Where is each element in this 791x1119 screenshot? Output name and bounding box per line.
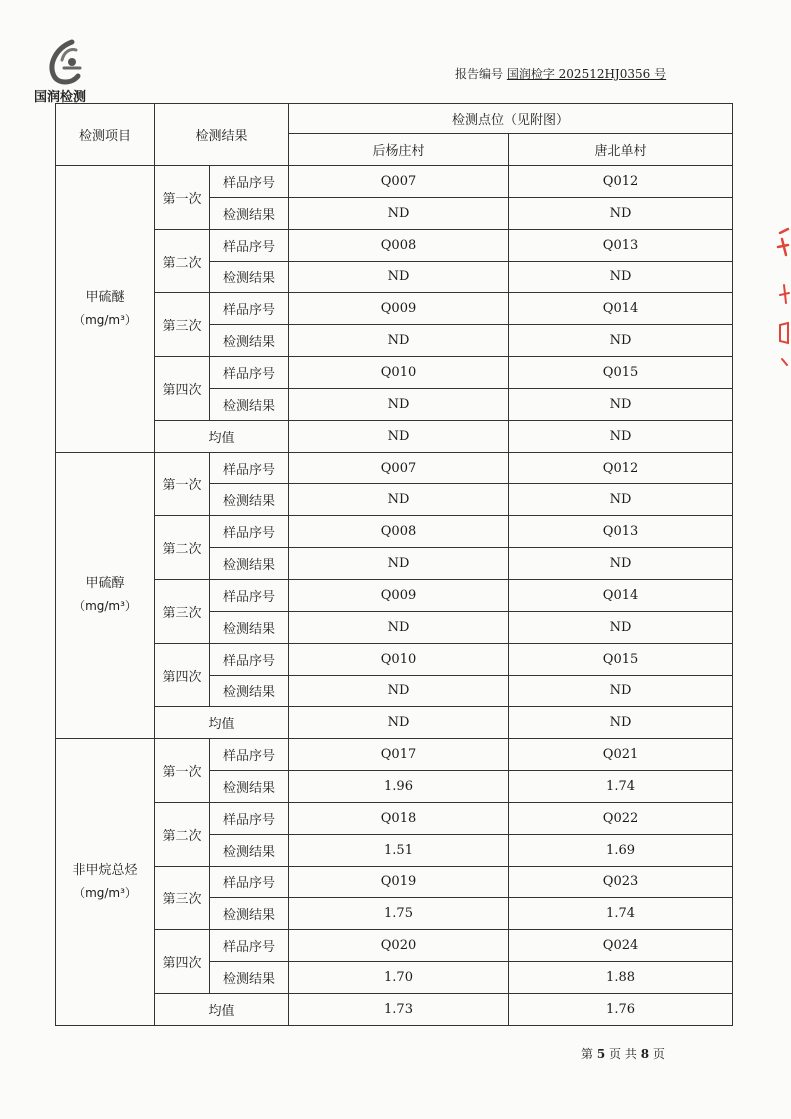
sample-id-cell: Q015 bbox=[509, 643, 733, 675]
header-site: 唐北单村 bbox=[509, 134, 733, 166]
sample-id-cell: Q017 bbox=[289, 739, 509, 771]
sample-id-cell: Q020 bbox=[289, 930, 509, 962]
mean-label: 均值 bbox=[155, 993, 289, 1025]
table-row bbox=[56, 930, 733, 962]
table-row bbox=[56, 357, 733, 389]
item-cell bbox=[56, 452, 155, 739]
sample-label: 样品序号 bbox=[210, 229, 289, 261]
result-value-cell: ND bbox=[509, 325, 733, 357]
result-value-cell: ND bbox=[509, 261, 733, 293]
sample-id-cell: Q012 bbox=[509, 166, 733, 198]
result-label: 检测结果 bbox=[210, 962, 289, 994]
result-label: 检测结果 bbox=[210, 771, 289, 803]
result-value-cell: ND bbox=[509, 388, 733, 420]
sample-id-cell: Q012 bbox=[509, 452, 733, 484]
item-unit: （mg/m³） bbox=[73, 885, 137, 900]
result-value-cell: ND bbox=[289, 261, 509, 293]
table-row bbox=[56, 452, 733, 484]
footer-total-pages: 8 bbox=[640, 1047, 650, 1061]
sample-label: 样品序号 bbox=[210, 579, 289, 611]
item-unit: （mg/m³） bbox=[73, 599, 137, 614]
sample-id-cell: Q014 bbox=[509, 579, 733, 611]
table-row bbox=[56, 293, 733, 325]
sample-id-cell: Q013 bbox=[509, 229, 733, 261]
sample-label: 样品序号 bbox=[210, 452, 289, 484]
item-name: 甲硫醚 bbox=[85, 289, 125, 305]
sample-id-cell: Q019 bbox=[289, 866, 509, 898]
table-row bbox=[56, 229, 733, 261]
sample-label: 样品序号 bbox=[210, 516, 289, 548]
item-unit: （mg/m³） bbox=[73, 312, 137, 327]
result-value-cell: ND bbox=[289, 675, 509, 707]
footer-suffix: 页 bbox=[652, 1047, 665, 1061]
result-value-cell: ND bbox=[289, 611, 509, 643]
result-value-cell: ND bbox=[289, 197, 509, 229]
sample-id-cell: Q010 bbox=[289, 357, 509, 389]
result-value-cell: 1.88 bbox=[509, 962, 733, 994]
sample-id-cell: Q024 bbox=[509, 930, 733, 962]
sample-label: 样品序号 bbox=[210, 739, 289, 771]
mean-value-cell: 1.73 bbox=[289, 993, 509, 1025]
sample-id-cell: Q013 bbox=[509, 516, 733, 548]
company-name: 国润检测 bbox=[34, 90, 87, 105]
result-value-cell: ND bbox=[289, 548, 509, 580]
results-table-body bbox=[56, 104, 733, 1026]
seal-stamp-fragment bbox=[774, 225, 791, 385]
sample-id-cell: Q023 bbox=[509, 866, 733, 898]
result-value-cell: ND bbox=[509, 484, 733, 516]
table-row-mean bbox=[56, 420, 733, 452]
result-value-cell: ND bbox=[509, 197, 733, 229]
result-label: 检测结果 bbox=[210, 325, 289, 357]
result-label: 检测结果 bbox=[210, 484, 289, 516]
round-label: 第一次 bbox=[155, 452, 210, 516]
table-row-mean bbox=[56, 993, 733, 1025]
mean-value-cell: ND bbox=[289, 420, 509, 452]
report-number-value: 国润检字 202512HJ0356 号 bbox=[506, 67, 667, 81]
header-site: 后杨庄村 bbox=[289, 134, 509, 166]
header-points: 检测点位（见附图） bbox=[289, 104, 733, 134]
round-label: 第二次 bbox=[155, 516, 210, 580]
header-item: 检测项目 bbox=[56, 104, 155, 166]
table-row bbox=[56, 866, 733, 898]
round-label: 第四次 bbox=[155, 643, 210, 707]
result-label: 检测结果 bbox=[210, 898, 289, 930]
header-result: 检测结果 bbox=[155, 104, 289, 166]
result-label: 检测结果 bbox=[210, 388, 289, 420]
sample-label: 样品序号 bbox=[210, 930, 289, 962]
mean-label: 均值 bbox=[155, 707, 289, 739]
table-header-row-1 bbox=[56, 104, 733, 134]
sample-id-cell: Q022 bbox=[509, 802, 733, 834]
table-row bbox=[56, 643, 733, 675]
item-name: 非甲烷总烃 bbox=[72, 862, 138, 878]
result-value-cell: ND bbox=[509, 548, 733, 580]
sample-label: 样品序号 bbox=[210, 166, 289, 198]
result-value-cell: 1.51 bbox=[289, 834, 509, 866]
table-row-mean bbox=[56, 707, 733, 739]
mean-value-cell: ND bbox=[509, 420, 733, 452]
round-label: 第三次 bbox=[155, 866, 210, 930]
result-label: 检测结果 bbox=[210, 548, 289, 580]
result-value-cell: ND bbox=[289, 388, 509, 420]
result-label: 检测结果 bbox=[210, 675, 289, 707]
sample-id-cell: Q018 bbox=[289, 802, 509, 834]
mean-value-cell: ND bbox=[509, 707, 733, 739]
table-row bbox=[56, 166, 733, 198]
sample-id-cell: Q008 bbox=[289, 229, 509, 261]
round-label: 第二次 bbox=[155, 229, 210, 293]
result-value-cell: ND bbox=[289, 325, 509, 357]
round-label: 第三次 bbox=[155, 579, 210, 643]
result-value-cell: 1.70 bbox=[289, 962, 509, 994]
footer-prefix: 第 bbox=[581, 1047, 594, 1061]
sample-id-cell: Q009 bbox=[289, 293, 509, 325]
round-label: 第四次 bbox=[155, 357, 210, 421]
sample-id-cell: Q015 bbox=[509, 357, 733, 389]
sample-label: 样品序号 bbox=[210, 643, 289, 675]
result-label: 检测结果 bbox=[210, 611, 289, 643]
result-label: 检测结果 bbox=[210, 197, 289, 229]
table-row bbox=[56, 739, 733, 771]
result-label: 检测结果 bbox=[210, 834, 289, 866]
result-value-cell: ND bbox=[509, 611, 733, 643]
table-row bbox=[56, 579, 733, 611]
report-number bbox=[455, 65, 666, 82]
mean-value-cell: ND bbox=[289, 707, 509, 739]
mean-value-cell: 1.76 bbox=[509, 993, 733, 1025]
result-value-cell: ND bbox=[509, 675, 733, 707]
sample-id-cell: Q021 bbox=[509, 739, 733, 771]
round-label: 第二次 bbox=[155, 802, 210, 866]
sample-label: 样品序号 bbox=[210, 293, 289, 325]
item-cell bbox=[56, 739, 155, 1026]
sample-label: 样品序号 bbox=[210, 802, 289, 834]
item-cell bbox=[56, 166, 155, 453]
result-value-cell: 1.69 bbox=[509, 834, 733, 866]
sample-label: 样品序号 bbox=[210, 866, 289, 898]
results-table bbox=[55, 103, 733, 1026]
sample-label: 样品序号 bbox=[210, 357, 289, 389]
logo-mark-icon bbox=[42, 38, 90, 86]
result-label: 检测结果 bbox=[210, 261, 289, 293]
footer-mid: 页 共 bbox=[609, 1047, 637, 1061]
page-footer bbox=[581, 1045, 665, 1062]
result-value-cell: 1.75 bbox=[289, 898, 509, 930]
mean-label: 均值 bbox=[155, 420, 289, 452]
sample-id-cell: Q010 bbox=[289, 643, 509, 675]
report-number-label: 报告编号 bbox=[455, 67, 504, 81]
sample-id-cell: Q014 bbox=[509, 293, 733, 325]
result-value-cell: 1.74 bbox=[509, 898, 733, 930]
footer-page-number: 5 bbox=[596, 1047, 606, 1061]
round-label: 第四次 bbox=[155, 930, 210, 994]
result-value-cell: ND bbox=[289, 484, 509, 516]
round-label: 第三次 bbox=[155, 293, 210, 357]
result-value-cell: 1.96 bbox=[289, 771, 509, 803]
sample-id-cell: Q009 bbox=[289, 579, 509, 611]
table-row bbox=[56, 516, 733, 548]
round-label: 第一次 bbox=[155, 739, 210, 803]
sample-id-cell: Q007 bbox=[289, 166, 509, 198]
company-logo bbox=[34, 38, 104, 105]
round-label: 第一次 bbox=[155, 166, 210, 230]
item-name: 甲硫醇 bbox=[85, 576, 125, 592]
sample-id-cell: Q007 bbox=[289, 452, 509, 484]
sample-id-cell: Q008 bbox=[289, 516, 509, 548]
table-row bbox=[56, 802, 733, 834]
result-value-cell: 1.74 bbox=[509, 771, 733, 803]
